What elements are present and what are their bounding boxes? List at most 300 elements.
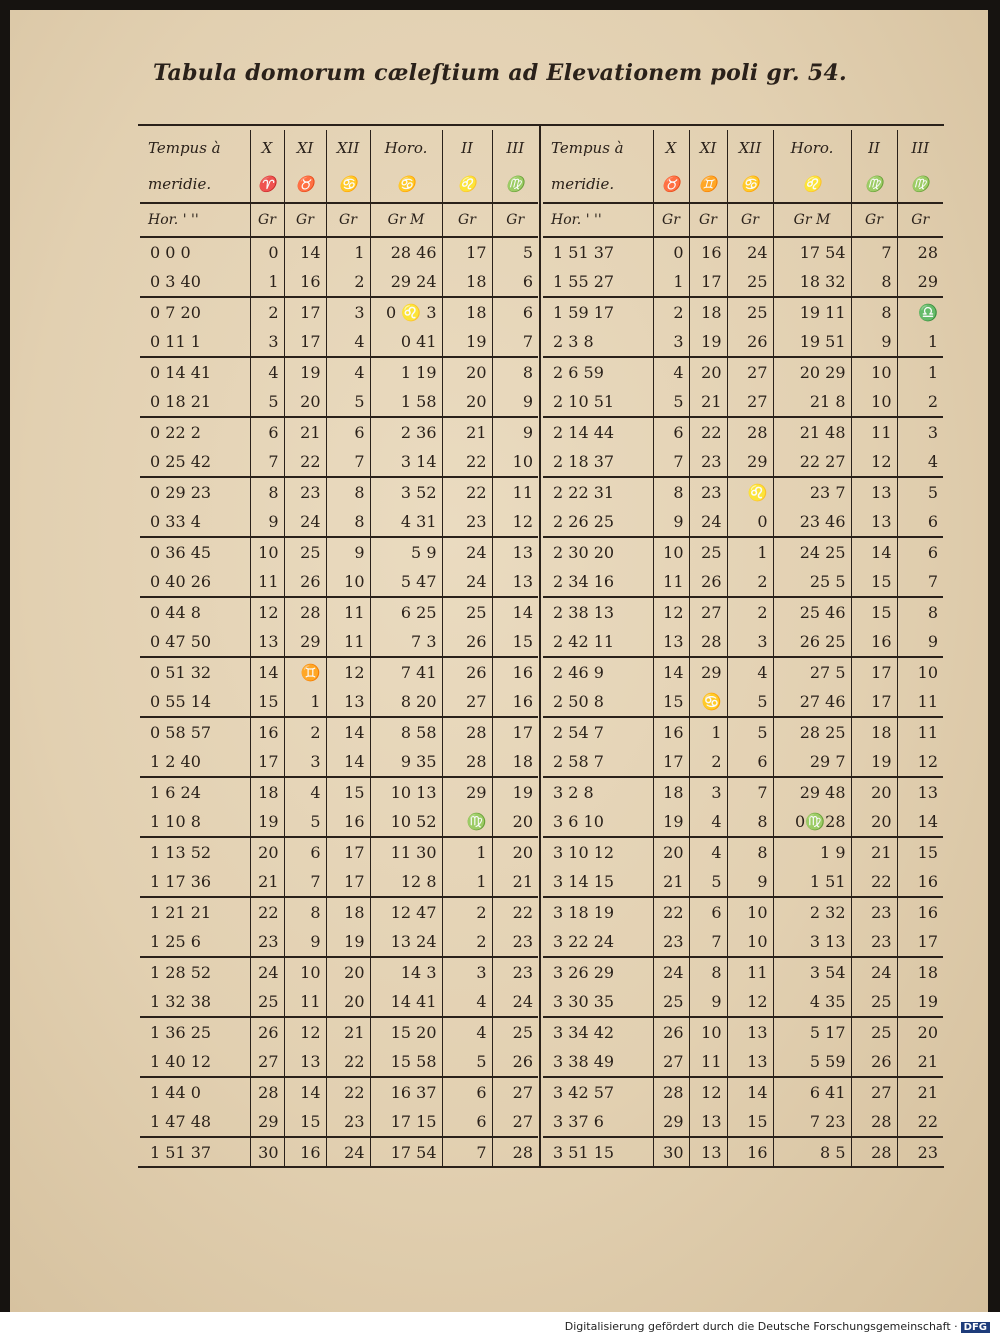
degree-cell: 27 — [442, 687, 492, 717]
time-cell: 1 44 0 — [150, 1083, 201, 1102]
degree-cell: 3 — [442, 957, 492, 987]
degree-cell: 19 — [284, 357, 326, 387]
degree-cell: 11 — [284, 987, 326, 1017]
degree-cell: 12 — [250, 597, 284, 627]
degree-cell: 13 — [653, 627, 689, 657]
degree-cell: 5 — [727, 717, 773, 747]
degree-cell: 10 — [897, 657, 943, 687]
degree-cell: 2 — [727, 597, 773, 627]
degree-cell: 7 — [326, 447, 370, 477]
time-cell: 1 10 8 — [140, 807, 250, 837]
column-header: Gr — [851, 203, 897, 237]
degree-cell: 15 — [851, 597, 897, 627]
degree-cell: 22 — [851, 867, 897, 897]
degree-cell: 28 — [689, 627, 727, 657]
degree-cell: 6 — [492, 297, 538, 327]
degree-cell: 14 — [250, 657, 284, 687]
degree-cell: 4 — [653, 357, 689, 387]
degree-cell: 21 — [689, 387, 727, 417]
degree-cell: 10 — [653, 537, 689, 567]
degree-cell: 11 — [897, 717, 943, 747]
degree-cell: 17 — [250, 747, 284, 777]
table-row — [543, 267, 943, 297]
table-row — [140, 1047, 538, 1077]
table-row — [140, 837, 538, 867]
column-header: Gr — [653, 203, 689, 237]
degree-cell: 24 — [442, 567, 492, 597]
degree-cell: 12 — [326, 657, 370, 687]
table-row — [140, 1137, 538, 1167]
degree-cell: 23 — [897, 1137, 943, 1167]
time-cell: 0 7 20 — [150, 303, 201, 322]
degree-cell: 7 — [442, 1137, 492, 1167]
degree-cell: 11 — [653, 567, 689, 597]
degree-cell: 27 — [851, 1077, 897, 1107]
degree-cell: 10 13 — [370, 777, 442, 807]
degree-cell: 14 — [284, 1077, 326, 1107]
degree-cell: 12 — [851, 447, 897, 477]
zodiac-sign-header: ♉ — [653, 166, 689, 203]
degree-cell: 20 — [250, 837, 284, 867]
degree-cell: 6 — [442, 1077, 492, 1107]
zodiac-sign-header: ♋ — [727, 166, 773, 203]
time-cell: 3 10 12 — [553, 843, 615, 862]
degree-cell: 3 14 — [370, 447, 442, 477]
degree-cell: 15 20 — [370, 1017, 442, 1047]
table-row — [140, 357, 538, 387]
degree-cell: 2 — [326, 267, 370, 297]
degree-cell: 26 — [653, 1017, 689, 1047]
degree-cell: 10 — [250, 537, 284, 567]
time-cell: 3 34 42 — [553, 1023, 615, 1042]
time-cell: 3 18 19 — [553, 903, 615, 922]
degree-cell: 20 — [492, 837, 538, 867]
degree-cell: 24 25 — [773, 537, 851, 567]
degree-cell: 6 — [250, 417, 284, 447]
degree-cell: 28 — [442, 717, 492, 747]
degree-cell: 1 — [689, 717, 727, 747]
degree-cell: 7 — [851, 237, 897, 267]
degree-cell: 1 — [897, 357, 943, 387]
time-cell: 1 51 37 — [553, 243, 615, 262]
degree-cell: 27 — [727, 357, 773, 387]
degree-cell: 21 8 — [773, 387, 851, 417]
time-cell: 1 32 38 — [140, 987, 250, 1017]
degree-cell: 18 — [492, 747, 538, 777]
degree-cell: 6 — [727, 747, 773, 777]
degree-cell: 15 — [492, 627, 538, 657]
time-cell: 3 38 49 — [543, 1047, 653, 1077]
degree-cell: 7 — [492, 327, 538, 357]
header-row — [543, 166, 943, 203]
degree-cell: 17 — [442, 237, 492, 267]
degree-cell: 23 46 — [773, 507, 851, 537]
degree-cell: 24 — [284, 507, 326, 537]
table-row — [140, 477, 538, 507]
degree-cell: 2 36 — [370, 417, 442, 447]
degree-cell: 12 — [689, 1077, 727, 1107]
degree-cell: 25 — [727, 267, 773, 297]
degree-cell: 14 41 — [370, 987, 442, 1017]
degree-cell: 29 — [689, 657, 727, 687]
time-cell: 0 36 45 — [150, 543, 212, 562]
table-row — [140, 897, 538, 927]
degree-cell: 9 — [897, 627, 943, 657]
degree-cell: 18 — [442, 297, 492, 327]
degree-cell: 8 — [492, 357, 538, 387]
table-row — [543, 327, 943, 357]
top-rule — [138, 124, 944, 126]
time-cell: 1 13 52 — [150, 843, 212, 862]
degree-cell: 26 — [727, 327, 773, 357]
dfg-logo: DFG — [961, 1322, 990, 1333]
degree-cell: 3 — [284, 747, 326, 777]
degree-cell: 10 — [851, 387, 897, 417]
degree-cell: 12 — [727, 987, 773, 1017]
degree-cell: 6 25 — [370, 597, 442, 627]
degree-cell: 23 — [653, 927, 689, 957]
degree-cell: 10 — [727, 897, 773, 927]
degree-cell: 9 — [727, 867, 773, 897]
table-row — [543, 357, 943, 387]
degree-cell: 13 — [689, 1107, 727, 1137]
degree-cell: 7 — [250, 447, 284, 477]
degree-cell: 3 — [326, 297, 370, 327]
degree-cell: 26 — [442, 657, 492, 687]
degree-cell: 28 46 — [370, 237, 442, 267]
time-cell: 3 6 10 — [543, 807, 653, 837]
degree-cell: ♋ — [689, 687, 727, 717]
table-row — [140, 867, 538, 897]
degree-cell: 19 11 — [773, 297, 851, 327]
degree-cell: 8 — [250, 477, 284, 507]
degree-cell: 3 — [727, 627, 773, 657]
table-row — [543, 567, 943, 597]
degree-cell: 4 35 — [773, 987, 851, 1017]
table-row — [543, 297, 943, 327]
table-row — [140, 687, 538, 717]
degree-cell: 15 — [897, 837, 943, 867]
degree-cell: 21 48 — [773, 417, 851, 447]
zodiac-sign-header: ♉ — [284, 166, 326, 203]
table-row — [543, 597, 943, 627]
degree-cell: 12 — [492, 507, 538, 537]
table-row — [140, 627, 538, 657]
degree-cell: 6 — [284, 837, 326, 867]
degree-cell: 28 — [250, 1077, 284, 1107]
degree-cell: 2 — [653, 297, 689, 327]
time-cell: 2 50 8 — [543, 687, 653, 717]
degree-cell: 11 30 — [370, 837, 442, 867]
house-table-left — [140, 130, 538, 1167]
column-header: Tempus à — [551, 139, 624, 157]
table-row — [543, 1137, 943, 1167]
degree-cell: 5 — [689, 867, 727, 897]
table-row — [543, 447, 943, 477]
degree-cell: 25 46 — [773, 597, 851, 627]
degree-cell: 16 — [250, 717, 284, 747]
degree-cell: 27 — [727, 387, 773, 417]
degree-cell: 5 — [326, 387, 370, 417]
column-header: Hor. ' '' — [140, 203, 250, 237]
degree-cell: 22 — [492, 897, 538, 927]
table-row — [140, 297, 538, 327]
degree-cell: 24 — [653, 957, 689, 987]
degree-cell: 5 — [250, 387, 284, 417]
column-header: X — [653, 130, 689, 166]
degree-cell: 16 — [492, 657, 538, 687]
degree-cell: 6 41 — [773, 1077, 851, 1107]
degree-cell: 13 — [727, 1047, 773, 1077]
degree-cell: 29 — [653, 1107, 689, 1137]
time-cell: 0 40 26 — [140, 567, 250, 597]
time-cell: 2 14 44 — [553, 423, 615, 442]
degree-cell: 28 — [492, 1137, 538, 1167]
degree-cell: 27 — [653, 1047, 689, 1077]
degree-cell: 22 — [897, 1107, 943, 1137]
degree-cell: 13 — [897, 777, 943, 807]
degree-cell: 13 — [492, 537, 538, 567]
time-cell: 0 33 4 — [140, 507, 250, 537]
table-row — [543, 417, 943, 447]
degree-cell: 16 — [653, 717, 689, 747]
degree-cell: 0 — [727, 507, 773, 537]
degree-cell: 7 23 — [773, 1107, 851, 1137]
time-cell: 0 0 0 — [150, 243, 191, 262]
degree-cell: 8 5 — [773, 1137, 851, 1167]
degree-cell: 18 — [442, 267, 492, 297]
degree-cell: 1 — [897, 327, 943, 357]
degree-cell: 5 17 — [773, 1017, 851, 1047]
degree-cell: 4 — [897, 447, 943, 477]
degree-cell: 29 — [727, 447, 773, 477]
degree-cell: 26 — [284, 567, 326, 597]
degree-cell: 28 — [727, 417, 773, 447]
table-row — [140, 417, 538, 447]
degree-cell: 20 — [653, 837, 689, 867]
time-cell: 0 22 2 — [150, 423, 201, 442]
time-cell: 1 40 12 — [140, 1047, 250, 1077]
time-cell: 2 10 51 — [543, 387, 653, 417]
house-table-right — [543, 130, 943, 1167]
zodiac-sign-header: ♊ — [689, 166, 727, 203]
degree-cell: ♎ — [897, 297, 943, 327]
degree-cell: 4 — [442, 1017, 492, 1047]
degree-cell: 11 — [897, 687, 943, 717]
degree-cell: 25 — [442, 597, 492, 627]
degree-cell: 7 — [689, 927, 727, 957]
degree-cell: 17 — [284, 327, 326, 357]
table-row — [543, 1077, 943, 1107]
degree-cell: 3 — [250, 327, 284, 357]
table-row — [543, 987, 943, 1017]
degree-cell: 25 — [250, 987, 284, 1017]
table-row — [543, 507, 943, 537]
degree-cell: 9 — [326, 537, 370, 567]
degree-cell: 25 5 — [773, 567, 851, 597]
column-header: Gr M — [370, 203, 442, 237]
degree-cell: 1 — [727, 537, 773, 567]
table-row — [543, 927, 943, 957]
degree-cell: 3 54 — [773, 957, 851, 987]
degree-cell: 20 — [326, 957, 370, 987]
degree-cell: 2 — [689, 747, 727, 777]
table-row — [543, 537, 943, 567]
degree-cell: 14 3 — [370, 957, 442, 987]
degree-cell: 6 — [442, 1107, 492, 1137]
degree-cell: 2 — [284, 717, 326, 747]
degree-cell: 23 — [851, 897, 897, 927]
degree-cell: 20 — [851, 777, 897, 807]
degree-cell: 23 — [689, 447, 727, 477]
degree-cell: 22 27 — [773, 447, 851, 477]
degree-cell: 9 — [653, 507, 689, 537]
degree-cell: 15 — [326, 777, 370, 807]
degree-cell: 17 — [851, 687, 897, 717]
degree-cell: 14 — [851, 537, 897, 567]
degree-cell: 17 — [284, 297, 326, 327]
degree-cell: 4 — [326, 327, 370, 357]
time-cell: 3 2 8 — [553, 783, 594, 802]
degree-cell: 21 — [897, 1077, 943, 1107]
degree-cell: ♊ — [284, 657, 326, 687]
time-cell: 2 22 31 — [553, 483, 615, 502]
degree-cell: 18 — [851, 717, 897, 747]
column-header: XII — [727, 130, 773, 166]
degree-cell: 22 — [250, 897, 284, 927]
degree-cell: 15 — [727, 1107, 773, 1137]
column-header: Gr — [326, 203, 370, 237]
degree-cell: 15 — [284, 1107, 326, 1137]
degree-cell: 11 — [851, 417, 897, 447]
table-row — [140, 267, 538, 297]
time-cell: 2 34 16 — [543, 567, 653, 597]
time-cell: 0 29 23 — [150, 483, 212, 502]
degree-cell: 9 — [492, 417, 538, 447]
degree-cell: 8 20 — [370, 687, 442, 717]
degree-cell: 13 — [284, 1047, 326, 1077]
degree-cell: 18 — [326, 897, 370, 927]
time-cell: 0 51 32 — [150, 663, 212, 682]
header-row — [140, 203, 538, 237]
degree-cell: 14 — [284, 237, 326, 267]
degree-cell: 18 — [897, 957, 943, 987]
degree-cell: 17 54 — [370, 1137, 442, 1167]
degree-cell: 8 — [897, 597, 943, 627]
degree-cell: 10 — [492, 447, 538, 477]
degree-cell: 27 5 — [773, 657, 851, 687]
degree-cell: 18 32 — [773, 267, 851, 297]
degree-cell: 13 — [250, 627, 284, 657]
degree-cell: 21 — [442, 417, 492, 447]
degree-cell: 18 — [250, 777, 284, 807]
degree-cell: 29 7 — [773, 747, 851, 777]
zodiac-sign-header: ♌ — [442, 166, 492, 203]
degree-cell: 19 — [689, 327, 727, 357]
time-cell: 0 47 50 — [140, 627, 250, 657]
degree-cell: 16 — [284, 1137, 326, 1167]
degree-cell: 13 — [492, 567, 538, 597]
degree-cell: 11 — [492, 477, 538, 507]
degree-cell: 19 — [492, 777, 538, 807]
degree-cell: 5 — [442, 1047, 492, 1077]
degree-cell: 20 — [897, 1017, 943, 1047]
degree-cell: 16 — [851, 627, 897, 657]
degree-cell: 10 — [284, 957, 326, 987]
table-row — [140, 1107, 538, 1137]
degree-cell: 25 — [653, 987, 689, 1017]
degree-cell: 12 — [897, 747, 943, 777]
table-row — [543, 687, 943, 717]
degree-cell: 23 — [689, 477, 727, 507]
degree-cell: 12 47 — [370, 897, 442, 927]
degree-cell: 25 — [689, 537, 727, 567]
column-header: X — [250, 130, 284, 166]
degree-cell: 12 — [284, 1017, 326, 1047]
degree-cell: 22 — [689, 417, 727, 447]
degree-cell: 8 — [727, 837, 773, 867]
degree-cell: 18 — [653, 777, 689, 807]
center-double-rule — [539, 126, 541, 1166]
header-row — [543, 130, 943, 166]
degree-cell: 23 — [284, 477, 326, 507]
degree-cell: 27 — [492, 1107, 538, 1137]
time-cell: 1 47 48 — [140, 1107, 250, 1137]
degree-cell: 25 — [492, 1017, 538, 1047]
degree-cell: 21 — [897, 1047, 943, 1077]
degree-cell: 4 — [689, 837, 727, 867]
degree-cell: 1 — [250, 267, 284, 297]
time-cell: 1 28 52 — [150, 963, 212, 982]
degree-cell: 24 — [442, 537, 492, 567]
column-header: meridie. — [543, 166, 653, 203]
degree-cell: 7 — [284, 867, 326, 897]
degree-cell: 29 — [897, 267, 943, 297]
degree-cell: 11 — [689, 1047, 727, 1077]
time-cell: 1 59 17 — [553, 303, 615, 322]
degree-cell: 8 — [727, 807, 773, 837]
degree-cell: 5 — [492, 237, 538, 267]
zodiac-sign-header: ♍ — [897, 166, 943, 203]
degree-cell: 3 — [897, 417, 943, 447]
table-row — [140, 957, 538, 987]
time-cell: 0 18 21 — [140, 387, 250, 417]
degree-cell: 8 — [326, 477, 370, 507]
zodiac-sign-header: ♌ — [773, 166, 851, 203]
table-row — [140, 807, 538, 837]
time-cell: 2 26 25 — [543, 507, 653, 537]
degree-cell: 23 — [851, 927, 897, 957]
degree-cell: 27 — [250, 1047, 284, 1077]
degree-cell: 15 58 — [370, 1047, 442, 1077]
degree-cell: 10 — [689, 1017, 727, 1047]
degree-cell: 9 — [284, 927, 326, 957]
table-row — [543, 717, 943, 747]
degree-cell: 25 — [851, 1017, 897, 1047]
zodiac-sign-header: ♍ — [492, 166, 538, 203]
degree-cell: 21 — [326, 1017, 370, 1047]
degree-cell: 17 — [897, 927, 943, 957]
degree-cell: 6 — [492, 267, 538, 297]
degree-cell: 23 — [442, 507, 492, 537]
degree-cell: 17 — [326, 867, 370, 897]
degree-cell: 26 — [442, 627, 492, 657]
degree-cell: 4 — [727, 657, 773, 687]
table-row — [140, 387, 538, 417]
column-header: Gr — [442, 203, 492, 237]
degree-cell: 5 9 — [370, 537, 442, 567]
degree-cell: 30 — [653, 1137, 689, 1167]
